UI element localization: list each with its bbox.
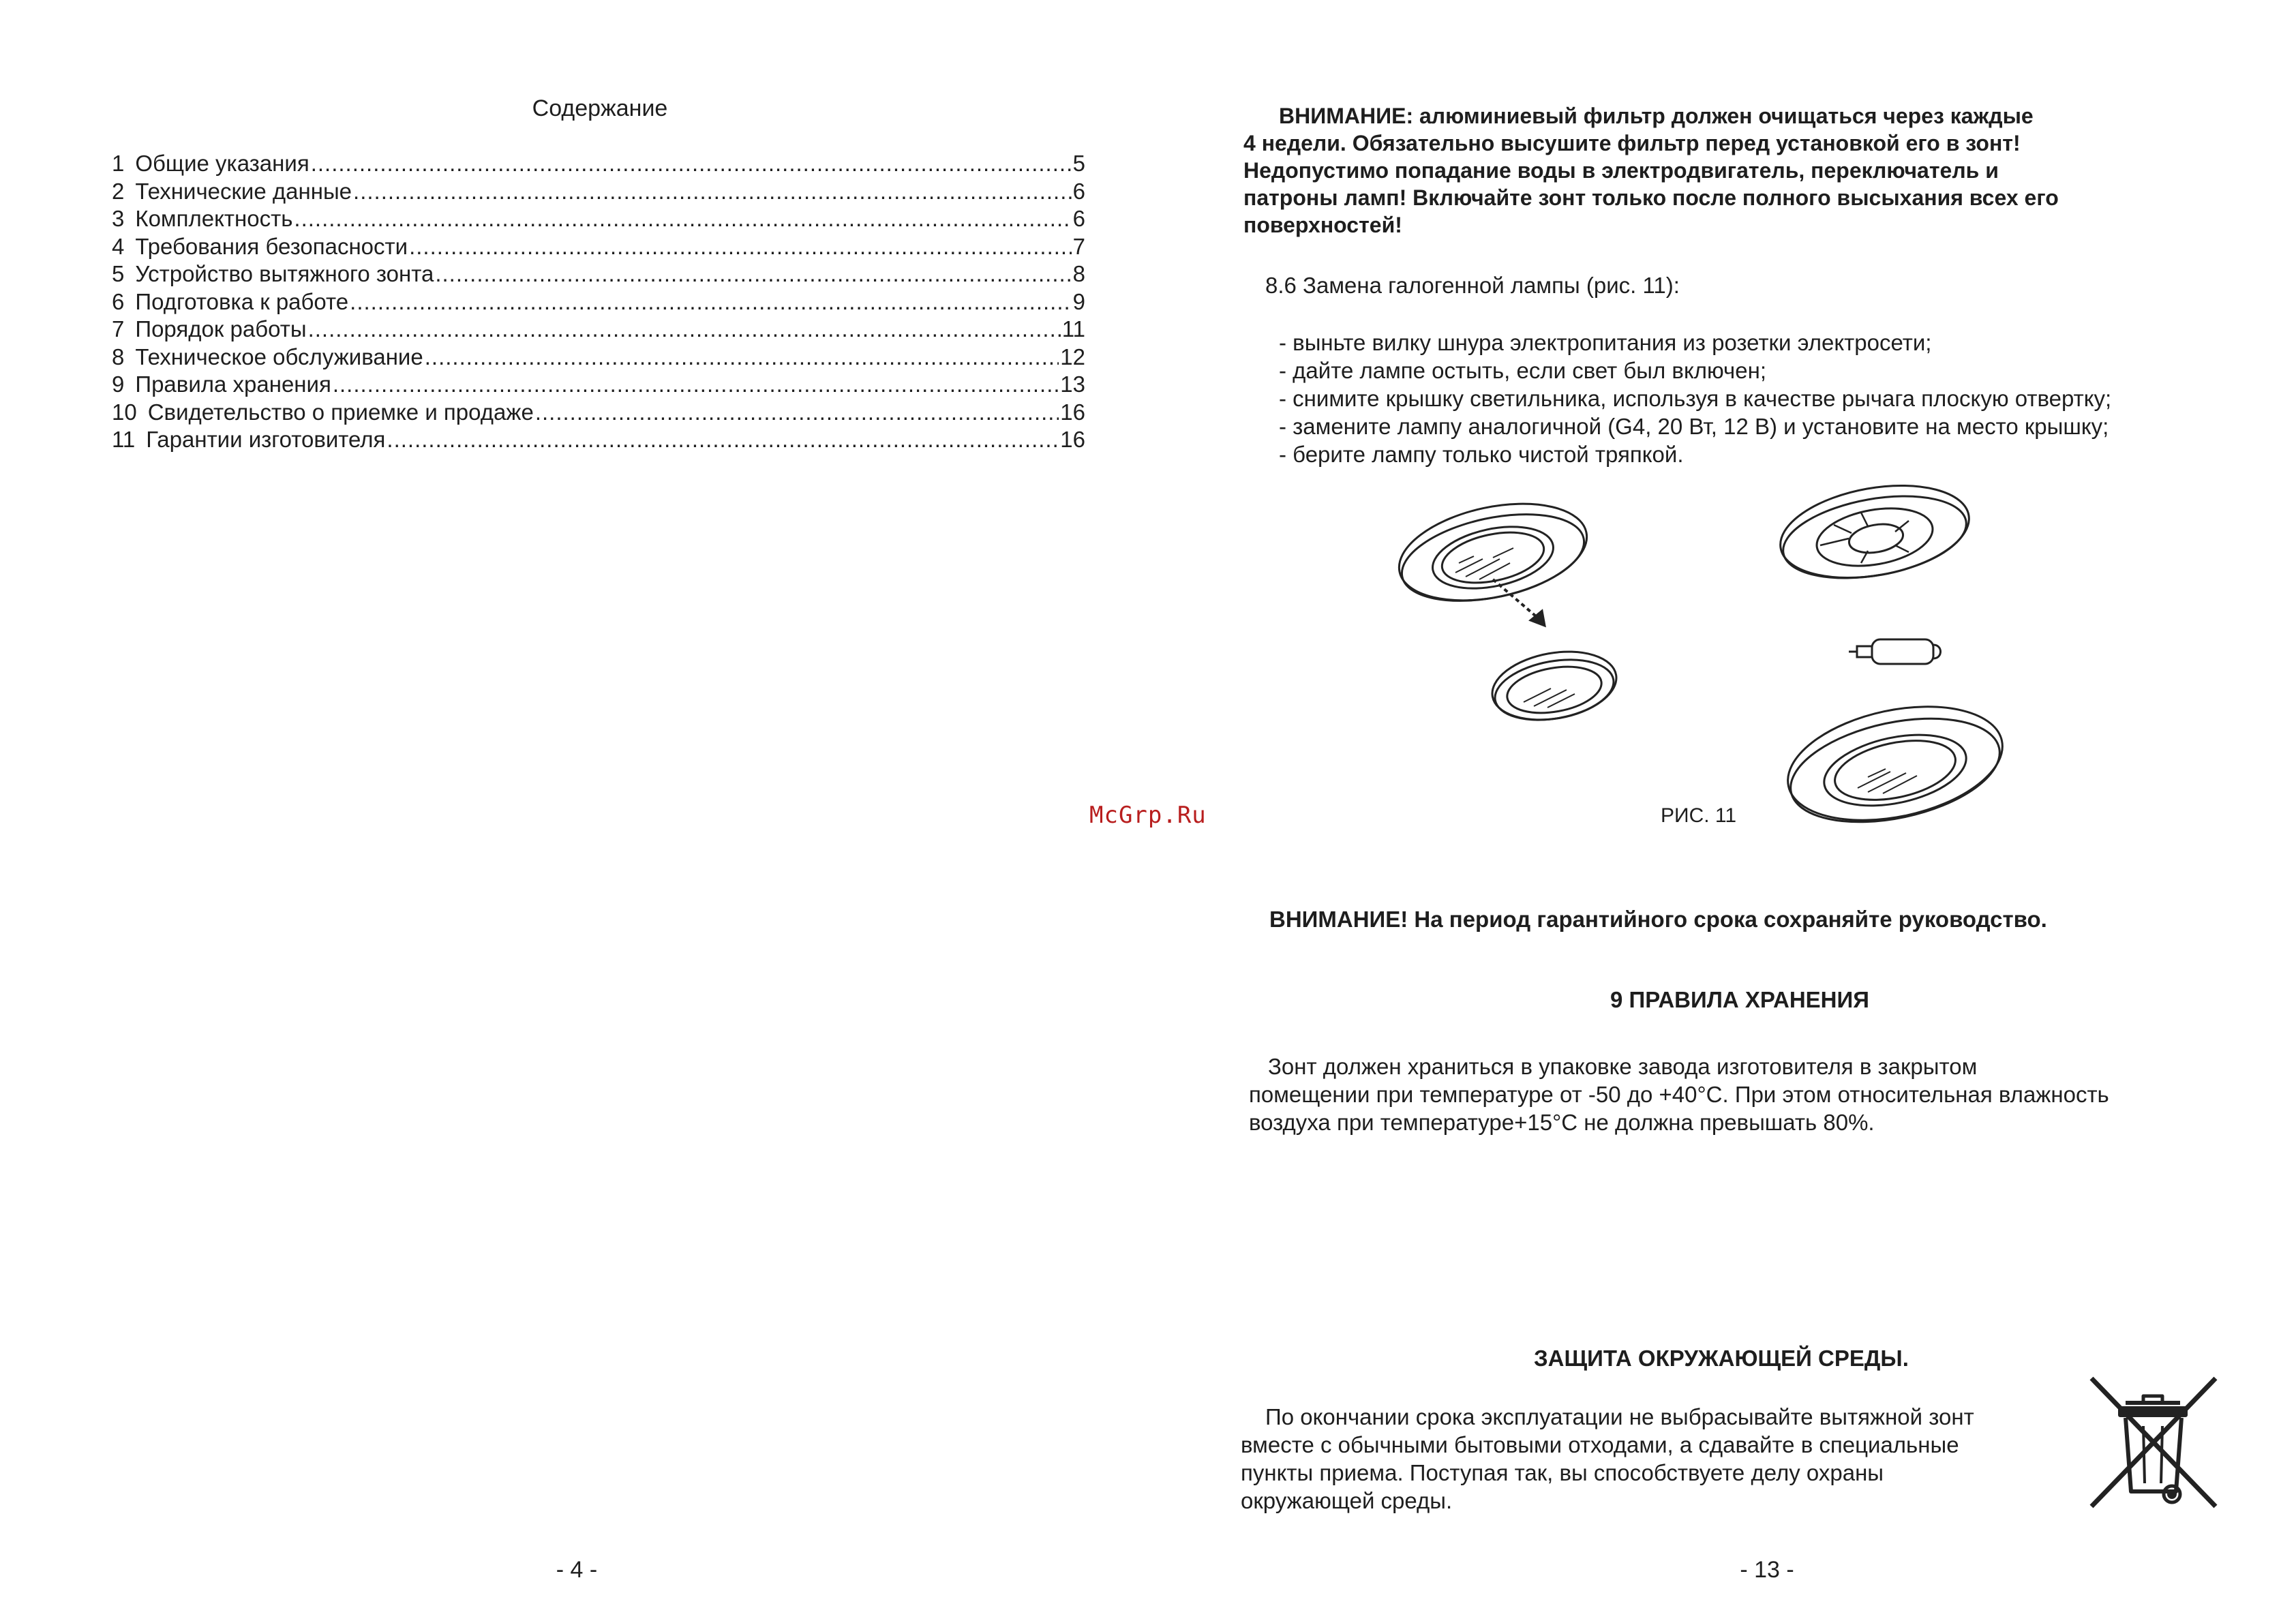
warning-line: 4 недели. Обязательно высушите фильтр перед установкой его в зонт! [1243, 131, 2021, 155]
toc-entry[interactable] [112, 426, 1085, 454]
toc-entry-title: Свидетельство о приемке и продаже [147, 399, 534, 425]
toc-leader-dots [435, 260, 1071, 288]
toc-entry-title: Комплектность [135, 206, 293, 231]
toc-entry-title: Общие указания [135, 151, 309, 176]
page-number-left: - 4 - [556, 1557, 598, 1583]
toc-leader-dots [294, 205, 1071, 232]
instruction-list [1279, 329, 2111, 468]
toc-entry-page: 13 [1060, 371, 1085, 397]
guarantee-warning: ВНИМАНИЕ! На период гарантийного срока сохраняйте руководство. [1269, 907, 2047, 932]
warning-line: ВНИМАНИЕ: алюминиевый фильтр должен очищаться через каждые [1279, 104, 2034, 128]
lamp-fixture-with-cover [1391, 488, 1596, 616]
toc-entry-number: 11 [112, 427, 136, 452]
environment-line: вместе с обычными бытовыми отходами, а сдавайте в специальные [1241, 1432, 1959, 1457]
toc-entry[interactable] [112, 205, 1085, 233]
toc-entry[interactable] [112, 260, 1085, 288]
reassembled-lamp-fixture [1777, 688, 2012, 838]
toc-entry-page: 16 [1060, 427, 1085, 452]
toc-entry-page: 6 [1072, 178, 1085, 204]
toc-leader-dots [387, 426, 1059, 453]
storage-line: воздуха при температуре+15°С не должна превышать 80%. [1249, 1110, 1875, 1135]
toc-entry[interactable] [112, 399, 1085, 427]
toc-entry[interactable] [112, 233, 1085, 261]
toc-entry[interactable] [112, 288, 1085, 316]
toc-entry[interactable] [112, 371, 1085, 399]
toc-entry[interactable] [112, 150, 1085, 178]
toc-leader-dots [311, 150, 1072, 177]
toc-entry-title: Гарантии изготовителя [146, 427, 386, 452]
environment-heading: ЗАЩИТА ОКРУЖАЮЩЕЙ СРЕДЫ. [1534, 1346, 1909, 1371]
toc-entry-page: 11 [1061, 316, 1085, 342]
toc-entry-title: Порядок работы [135, 316, 307, 342]
toc-leader-dots [350, 288, 1071, 316]
warning-line: поверхностей! [1243, 213, 1402, 237]
toc-entry-number: 6 [112, 288, 125, 314]
toc-leader-dots [535, 399, 1059, 426]
environment-text [1241, 1403, 2045, 1515]
toc-leader-dots [353, 178, 1072, 205]
toc-entry-title: Требования безопасности [135, 233, 408, 259]
toc-leader-dots [409, 233, 1072, 260]
storage-rules-heading: 9 ПРАВИЛА ХРАНЕНИЯ [1610, 987, 1869, 1012]
environment-line: По окончании срока эксплуатации не выбрасывайте вытяжной зонт [1265, 1404, 1974, 1429]
toc-entry-page: 12 [1060, 344, 1085, 369]
table-of-contents [112, 150, 1085, 454]
storage-line: Зонт должен храниться в упаковке завода изготовителя в закрытом [1268, 1054, 1978, 1079]
storage-rules-text [1249, 1052, 2231, 1136]
crossed-out-bin-icon [2086, 1370, 2222, 1513]
section-heading-lamp-replacement: 8.6 Замена галогенной лампы (рис. 11): [1265, 273, 1680, 298]
lamp-replacement-illustration [1391, 477, 2038, 845]
toc-entry-number: 5 [112, 261, 125, 286]
toc-entry-number: 8 [112, 344, 125, 369]
toc-entry-page: 16 [1060, 399, 1085, 425]
instruction-item: - замените лампу аналогичной (G4, 20 Вт, 12 В) и установите на место крышку; [1279, 414, 2109, 439]
warning-line: Недопустимо попадание воды в электродвигатель, переключатель и [1243, 158, 1999, 183]
toc-entry-title: Техническое обслуживание [135, 344, 423, 369]
toc-entry-title: Технические данные [135, 178, 352, 204]
toc-entry-number: 3 [112, 206, 125, 231]
instruction-item: - дайте лампе остыть, если свет был включен; [1279, 358, 1766, 383]
open-lamp-fixture [1773, 477, 1976, 591]
toc-entry-page: 9 [1072, 288, 1085, 314]
toc-entry-number: 10 [112, 399, 137, 425]
instruction-item: - берите лампу только чистой тряпкой. [1279, 442, 1684, 467]
toc-leader-dots [308, 316, 1061, 343]
toc-entry-title: Правила хранения [135, 371, 331, 397]
toc-entry-page: 7 [1072, 233, 1085, 259]
toc-entry-title: Устройство вытяжного зонта [135, 261, 434, 286]
watermark[interactable]: McGrp.Ru [1089, 802, 1207, 829]
figure-caption: РИС. 11 [1661, 804, 1737, 827]
toc-entry[interactable] [112, 178, 1085, 206]
filter-warning [1243, 102, 2211, 239]
toc-entry-number: 1 [112, 151, 125, 176]
toc-entry[interactable] [112, 344, 1085, 371]
environment-line: пункты приема. Поступая так, вы способствуете делу охраны [1241, 1460, 1884, 1485]
toc-entry-number: 2 [112, 178, 125, 204]
toc-entry-page: 6 [1072, 206, 1085, 231]
toc-entry-title: Подготовка к работе [135, 288, 349, 314]
instruction-item: - снимите крышку светильника, используя в качестве рычага плоскую отвертку; [1279, 386, 2112, 411]
toc-leader-dots [425, 344, 1059, 371]
halogen-bulb-icon [1849, 639, 1941, 664]
lamp-cover [1487, 643, 1622, 729]
warning-line: патроны ламп! Включайте зонт только после полного высыхания всех его [1243, 185, 2059, 210]
toc-entry-number: 4 [112, 233, 125, 259]
toc-leader-dots [333, 371, 1059, 398]
toc-entry-page: 8 [1072, 261, 1085, 286]
storage-line: помещении при температуре от -50 до +40°С. При этом относительная влажность [1249, 1082, 2109, 1107]
page-number-right: - 13 - [1740, 1557, 1794, 1583]
toc-entry-number: 7 [112, 316, 125, 342]
instruction-item: - выньте вилку шнура электропитания из розетки электросети; [1279, 330, 1932, 355]
toc-title: Содержание [532, 95, 668, 121]
environment-line: окружающей среды. [1241, 1488, 1453, 1513]
toc-entry[interactable] [112, 316, 1085, 344]
toc-entry-number: 9 [112, 371, 125, 397]
toc-entry-page: 5 [1072, 151, 1085, 176]
